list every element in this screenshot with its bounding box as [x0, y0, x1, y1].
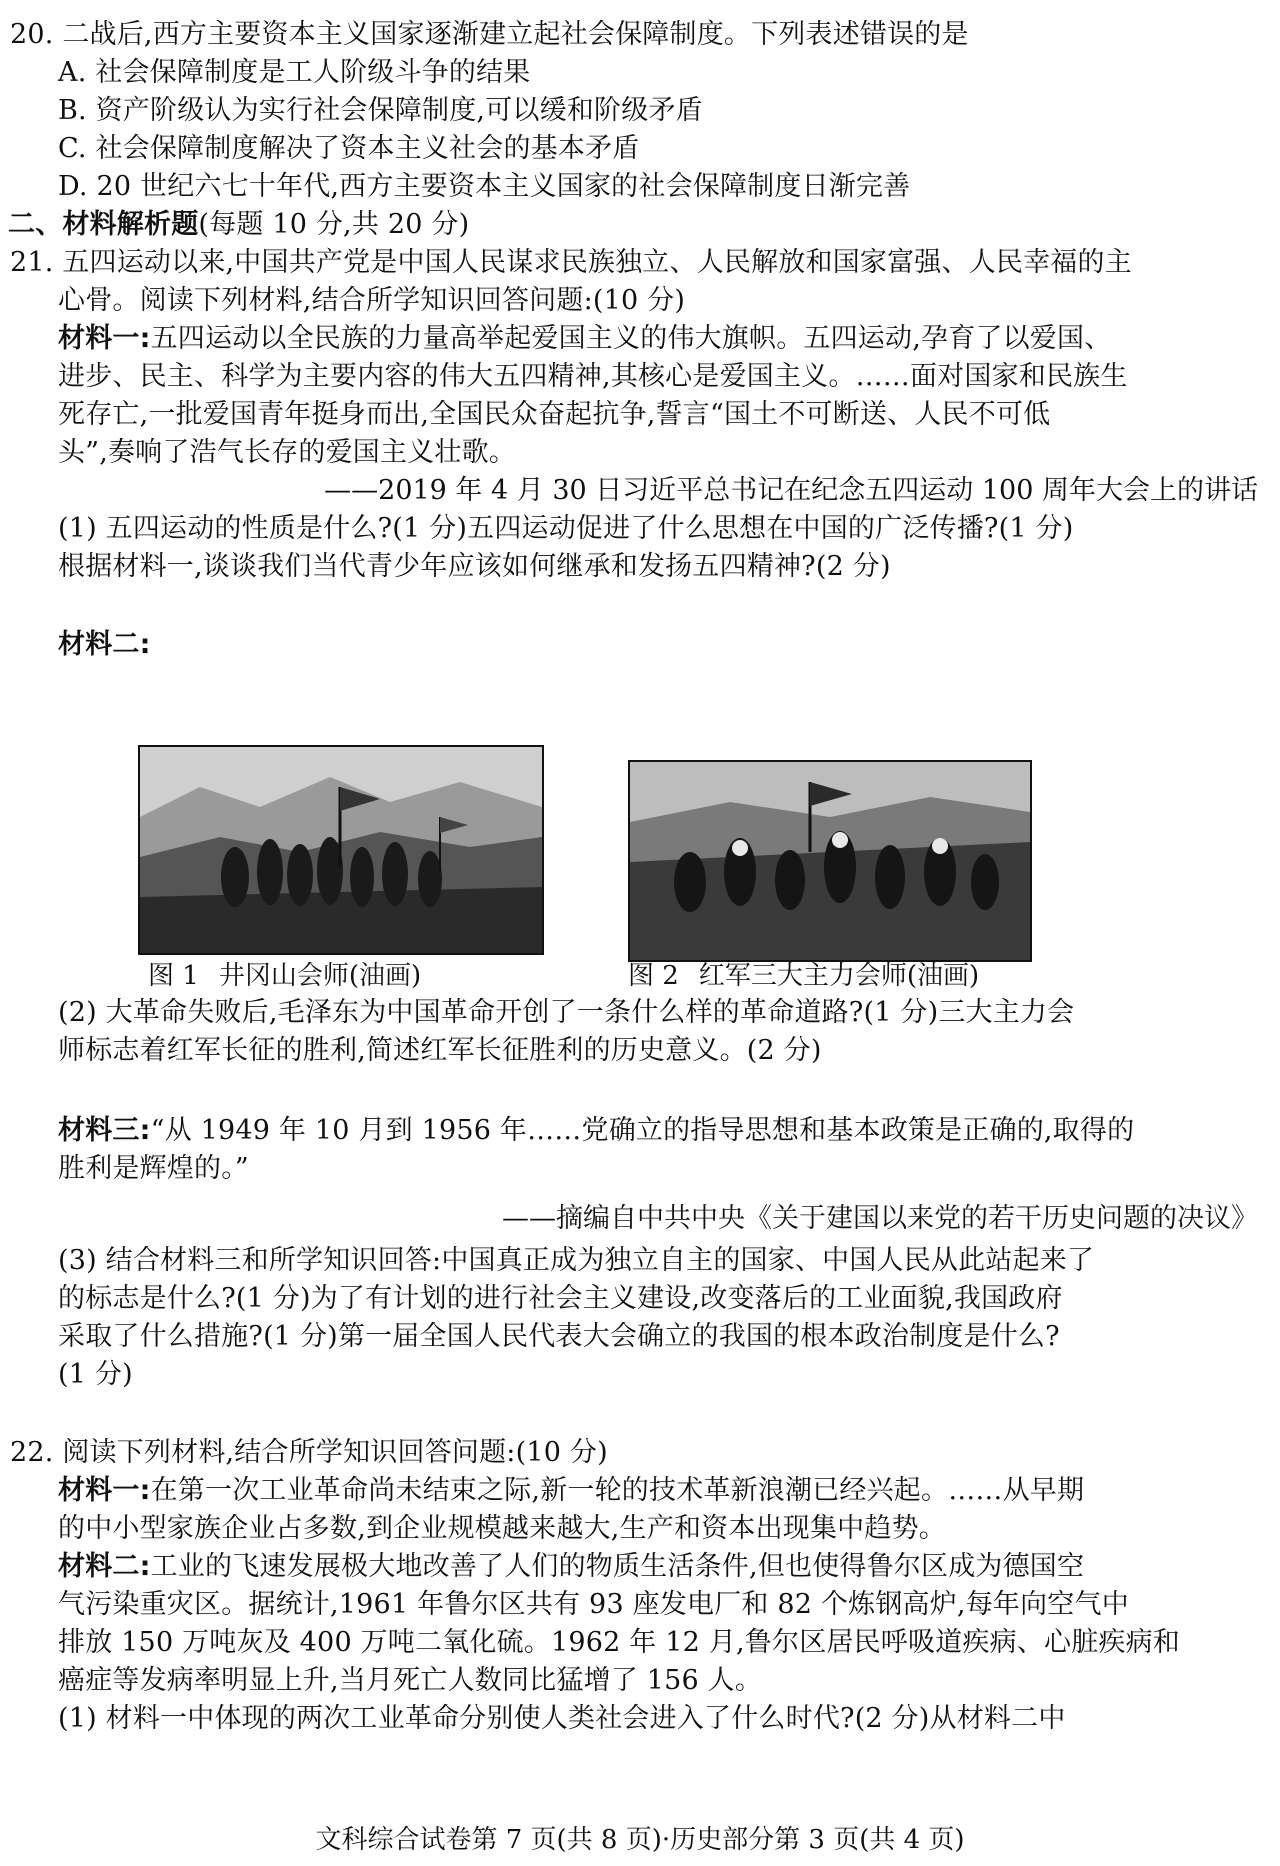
- q21-material1-line1: [58, 318, 1111, 359]
- figure2-title: 红军三大主力会师(油画): [698, 961, 980, 991]
- q22-material2-text1: 工业的飞速发展极大地改善了人们的物质生活条件,但也使得鲁尔区成为德国空: [150, 1551, 1085, 1582]
- red-army-painting-art: [630, 762, 1030, 960]
- figure2-caption: [628, 958, 979, 994]
- q21-q1-line2: 根据材料一,谈谈我们当代青少年应该如何继承和发扬五四精神?(2 分): [58, 551, 891, 582]
- q22-material2-line3: 排放 150 万吨灰及 400 万吨二氧化硫。1962 年 12 月,鲁尔区居民呼吸道疾病、心脏疾病和: [58, 1627, 1180, 1658]
- page-footer: 文科综合试卷第 7 页(共 8 页)·历史部分第 3 页(共 4 页): [315, 1825, 965, 1855]
- q20-option-b: B. 资产阶级认为实行社会保障制度,可以缓和阶级矛盾: [58, 95, 703, 126]
- q21-material1-line2: 进步、民主、科学为主要内容的伟大五四精神,其核心是爱国主义。……面对国家和民族生: [58, 361, 1128, 392]
- q21-q2-line1: (2) 大革命失败后,毛泽东为中国革命开创了一条什么样的革命道路?(1 分)三大主力会: [58, 997, 1075, 1028]
- q21-stem-line2: 心骨。阅读下列材料,结合所学知识回答问题:(10 分): [58, 285, 686, 316]
- jinggangshan-painting: [138, 745, 544, 955]
- figure1-title: 井冈山会师(油画): [218, 961, 422, 991]
- q22-material1-line1: [58, 1470, 1084, 1511]
- red-army-painting: [628, 760, 1032, 962]
- figure1-number: 图 1: [148, 961, 199, 991]
- q21-q1-line1: (1) 五四运动的性质是什么?(1 分)五四运动促进了什么思想在中国的广泛传播?(1 分): [58, 513, 1074, 544]
- q20-option-c: C. 社会保障制度解决了资本主义社会的基本矛盾: [58, 133, 640, 164]
- q21-material3-text1: “从 1949 年 10 月到 1956 年……党确立的指导思想和基本政策是正确的,取得的: [150, 1115, 1135, 1146]
- jinggangshan-painting-art: [140, 747, 542, 953]
- q21-material1-source: ——2019 年 4 月 30 日习近平总书记在纪念五四运动 100 周年大会上的讲话: [324, 475, 1258, 506]
- q21-material2-label: 材料二:: [58, 629, 151, 660]
- q21-q3-line4: (1 分): [58, 1359, 133, 1390]
- q21-material1-label: 材料一:: [58, 323, 151, 354]
- q21-material3-line1: [58, 1110, 1134, 1151]
- q21-q2-line2: 师标志着红军长征的胜利,简述红军长征胜利的历史意义。(2 分): [58, 1035, 822, 1066]
- section2-title: 二、材料解析题: [8, 209, 199, 240]
- q21-material1-line4: 头”,奏响了浩气长存的爱国主义壮歌。: [58, 437, 516, 468]
- q22-material2-label: 材料二:: [58, 1551, 151, 1582]
- q21-material1-text1: 五四运动以全民族的力量高举起爱国主义的伟大旗帜。五四运动,孕育了以爱国、: [150, 323, 1112, 354]
- figure1-caption: [148, 958, 421, 994]
- q21-q3-line2: 的标志是什么?(1 分)为了有计划的进行社会主义建设,改变落后的工业面貌,我国政府: [58, 1283, 1063, 1314]
- q21-q3-line1: (3) 结合材料三和所学知识回答:中国真正成为独立自主的国家、中国人民从此站起来了: [58, 1245, 1095, 1276]
- q20-option-d: D. 20 世纪六七十年代,西方主要资本主义国家的社会保障制度日渐完善: [58, 171, 911, 202]
- q22-material1-line2: 的中小型家族企业占多数,到企业规模越来越大,生产和资本出现集中趋势。: [58, 1513, 946, 1544]
- q21-material3-label: 材料三:: [58, 1115, 151, 1146]
- q21-material3-source: ——摘编自中共中央《关于建国以来党的若干历史问题的决议》: [502, 1203, 1258, 1234]
- q21-stem-line1: 21. 五四运动以来,中国共产党是中国人民谋求民族独立、人民解放和国家富强、人民幸福的主: [10, 247, 1132, 278]
- q20-option-a: A. 社会保障制度是工人阶级斗争的结果: [58, 57, 531, 88]
- section2-header: [8, 204, 469, 245]
- q22-stem: 22. 阅读下列材料,结合所学知识回答问题:(10 分): [10, 1437, 608, 1468]
- q20-stem: 20. 二战后,西方主要资本主义国家逐渐建立起社会保障制度。下列表述错误的是: [10, 19, 969, 50]
- figure2-number: 图 2: [628, 961, 679, 991]
- q21-material3-line2: 胜利是辉煌的。”: [58, 1153, 249, 1184]
- q22-material1-text1: 在第一次工业革命尚未结束之际,新一轮的技术革新浪潮已经兴起。……从早期: [150, 1475, 1085, 1506]
- q22-material1-label: 材料一:: [58, 1475, 151, 1506]
- q22-q1-line1: (1) 材料一中体现的两次工业革命分别使人类社会进入了什么时代?(2 分)从材料二中: [58, 1703, 1066, 1734]
- section2-note: (每题 10 分,共 20 分): [198, 209, 470, 240]
- q21-material1-line3: 死存亡,一批爱国青年挺身而出,全国民众奋起抗争,誓言“国土不可断送、人民不可低: [58, 399, 1051, 430]
- q22-material2-line4: 癌症等发病率明显上升,当月死亡人数同比猛增了 156 人。: [58, 1665, 763, 1696]
- q22-material2-line1: [58, 1546, 1084, 1587]
- q22-material2-line2: 气污染重灾区。据统计,1961 年鲁尔区共有 93 座发电厂和 82 个炼钢高炉,每年向空气中: [58, 1589, 1129, 1620]
- q21-q3-line3: 采取了什么措施?(1 分)第一届全国人民代表大会确立的我国的根本政治制度是什么?: [58, 1321, 1060, 1352]
